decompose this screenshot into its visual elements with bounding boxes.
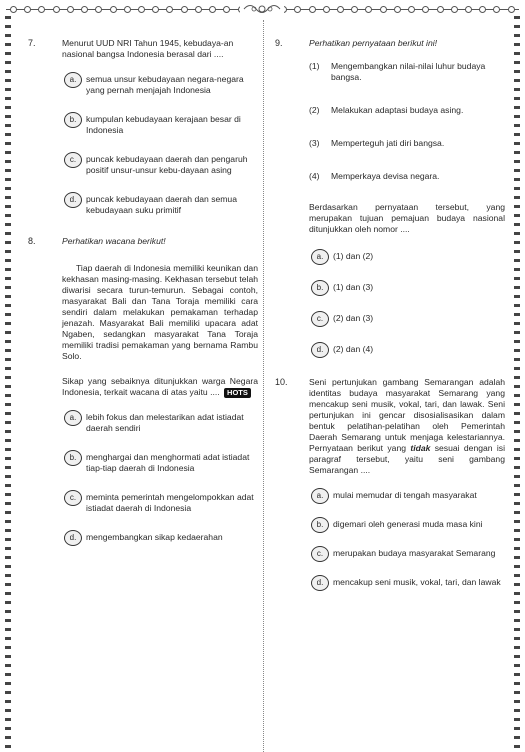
column-divider [263, 20, 264, 752]
question-prompt: Sikap yang sebaiknya ditunjukkan warga Negara Indonesia, terkait wacana di atas yaitu .... [62, 376, 258, 397]
question-9-prompt [275, 202, 505, 235]
option-letter: d. [64, 530, 82, 546]
question-text [62, 376, 258, 398]
option-text: puncak kebudayaan daerah dan pengaruh positif unsur-unsur kebu-dayaan asing [86, 154, 248, 175]
option-text: (1) dan (3) [333, 282, 374, 292]
statement-number: (3) [309, 138, 320, 148]
option-letter: c. [64, 490, 82, 506]
question-8 [28, 236, 258, 398]
option-text: semua unsur kebudayaan negara-negara yang pernah menjajah Indonesia [86, 74, 244, 95]
right-column [275, 38, 505, 588]
option-letter: c. [311, 546, 329, 562]
option-10a[interactable] [275, 490, 505, 501]
question-intro: Perhatikan pernyataan berikut ini! [309, 38, 438, 48]
option-text: kumpulan kebudayaan kerajaan besar di Indonesia [86, 114, 241, 135]
emphasis-word: tidak [410, 443, 431, 453]
option-text: digemari oleh generasi muda masa kini [333, 519, 483, 529]
statement-4 [275, 171, 505, 182]
option-text: menghargai dan menghormati adat istiadat tiap-tiap daerah di Indonesia [86, 452, 250, 473]
option-8a[interactable] [28, 412, 258, 434]
option-7c[interactable] [28, 154, 258, 176]
option-text: (2) dan (4) [333, 344, 374, 354]
option-10b[interactable] [275, 519, 505, 530]
option-letter: c. [64, 152, 82, 168]
ornament-icon [240, 1, 284, 17]
question-text-part1: Seni pertunjukan gambang Semarangan adalah identitas budaya masyarakat Semarang yang mencakup seni musik, vokal, tari, dan lawak. Seni pertunjukan ini gencar disosialisasikan dalam bentuk pelatihan-pelatihan oleh Pemerintah Daerah Semarang untuk menjaga kelestariannya. Pernyataan berikut yang [309, 377, 505, 453]
option-9c[interactable] [275, 313, 505, 324]
question-10 [275, 377, 505, 476]
statement-2 [275, 105, 505, 116]
page-border-right [514, 16, 520, 752]
option-text: mencakup seni musik, vokal, tari, dan lawak [333, 577, 501, 587]
option-letter: b. [311, 517, 329, 533]
statement-text: Memperkaya devisa negara. [331, 171, 440, 181]
question-number: 8. [28, 236, 36, 246]
statement-number: (2) [309, 105, 320, 115]
question-9 [275, 38, 505, 49]
option-9b[interactable] [275, 282, 505, 293]
question-text: Menurut UUD NRI Tahun 1945, kebudaya-an nasional bangsa Indonesia berasal dari .... [62, 38, 234, 59]
passage: Tiap daerah di Indonesia memiliki keunikan dan kekhasan masing-masing. Kekhasan tersebut telah diwarisi secara turun-temurun. Sebagai contoh, masyarakat Bali dan Tana Toraja memiliki cara sendiri dalam melakukan pemakaman terhadap jenazah. Masyarakat Bali memiliki upacara adat Ngaben, sedangkan masyarakat Tana Toraja memiliki tradisi pemakaman yang bernama Rambu Solo. [62, 263, 258, 361]
option-text: meminta pemerintah mengelompokkan adat istiadat daerah di Indonesia [86, 492, 254, 513]
statement-1 [275, 61, 505, 83]
option-10d[interactable] [275, 577, 505, 588]
statement-number: (1) [309, 61, 320, 71]
option-7d[interactable] [28, 194, 258, 216]
option-letter: d. [64, 192, 82, 208]
option-letter: d. [311, 342, 329, 358]
option-letter: d. [311, 575, 329, 591]
option-8c[interactable] [28, 492, 258, 514]
option-text: lebih fokus dan melestarikan adat istiadat daerah sendiri [86, 412, 244, 433]
option-9d[interactable] [275, 344, 505, 355]
question-text: Berdasarkan pernyataan tersebut, yang merupakan tujuan pemajuan budaya nasional ditunjukkan oleh nomor .... [309, 202, 505, 234]
statement-text: Memperteguh jati diri bangsa. [331, 138, 445, 148]
option-letter: b. [64, 112, 82, 128]
question-intro: Perhatikan wacana berikut! [62, 236, 166, 246]
option-8b[interactable] [28, 452, 258, 474]
option-letter: a. [64, 72, 82, 88]
option-letter: b. [64, 450, 82, 466]
option-7b[interactable] [28, 114, 258, 136]
question-text [309, 377, 505, 476]
statement-number: (4) [309, 171, 320, 181]
question-number: 10. [275, 377, 288, 387]
option-letter: c. [311, 311, 329, 327]
question-7 [28, 38, 258, 60]
question-number: 9. [275, 38, 283, 48]
option-text: mengembangkan sikap kedaerahan [86, 532, 223, 542]
statement-text: Mengembangkan nilai-nilai luhur budaya bangsa. [331, 61, 486, 82]
statement-3 [275, 138, 505, 149]
option-9a[interactable] [275, 251, 505, 262]
option-text: merupakan budaya masyarakat Semarang [333, 548, 496, 558]
option-text: mulai memudar di tengah masyarakat [333, 490, 477, 500]
question-text-part2: sesuai dengan isi paragraf tersebut, yaitu seni gambang Semarangan .... [309, 443, 505, 475]
option-7a[interactable] [28, 74, 258, 96]
option-text: (2) dan (3) [333, 313, 374, 323]
hots-badge: HOTS [224, 388, 251, 398]
option-letter: a. [311, 249, 329, 265]
option-letter: a. [64, 410, 82, 426]
left-column [28, 38, 258, 543]
option-10c[interactable] [275, 548, 505, 559]
option-text: puncak kebudayaan daerah dan semua kebudayaan suku primitif [86, 194, 237, 215]
statement-text: Melakukan adaptasi budaya asing. [331, 105, 464, 115]
page-border-left [5, 16, 11, 752]
option-letter: b. [311, 280, 329, 296]
question-number: 7. [28, 38, 36, 48]
option-letter: a. [311, 488, 329, 504]
option-text: (1) dan (2) [333, 251, 374, 261]
option-8d[interactable] [28, 532, 258, 543]
